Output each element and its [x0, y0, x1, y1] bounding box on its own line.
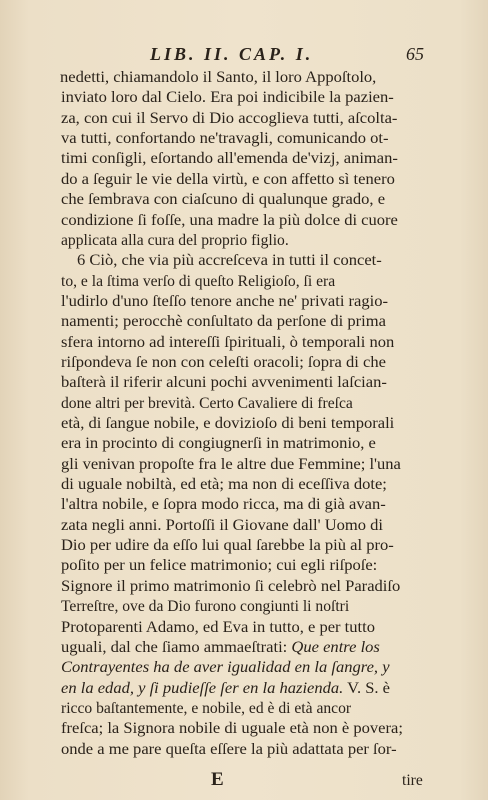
- italic-text: Que entre los: [291, 638, 380, 656]
- line-text: freſca; la Signora nobile di uguale età non è povera;: [61, 720, 403, 738]
- line-text: va tutti, confortando ne'travagli, comunicando ot-: [61, 130, 389, 148]
- running-title: LIB. II. CAP. I.: [150, 44, 314, 64]
- line-text: to, e la ſtima verſo di queſto Religioſo, ſi era: [61, 272, 336, 290]
- line-text: done altri per brevità. Certo Cavaliere di freſca: [61, 394, 353, 412]
- line-text: zata negli anni. Portoſſi il Giovane dall' Uomo di: [61, 516, 384, 534]
- text-line: [61, 190, 385, 210]
- text-line: [61, 434, 376, 454]
- text-line: [61, 618, 375, 638]
- text-line: [61, 211, 398, 231]
- line-text: applicata alla cura del proprio figlio.: [61, 231, 289, 249]
- text-line: [61, 455, 401, 475]
- line-text: Signore il primo matrimonio ſi celebrò nel Paradiſo: [61, 577, 401, 595]
- line-text: sfera intorno ad intereſſi ſpirituali, ò temporali non: [61, 333, 395, 351]
- text-line: [61, 373, 387, 393]
- text-line: [61, 88, 394, 108]
- line-text: condizione ſi foſſe, una madre la più dolce di cuore: [61, 211, 398, 229]
- line-text: nedetti, chiamandolo il Santo, il loro Appoſtolo,: [60, 69, 377, 86]
- text-line: [61, 516, 383, 536]
- text-line: [61, 353, 386, 373]
- line-text: timi conſigli, eſortando all'emenda de'vizj, animan-: [61, 150, 398, 168]
- catchword: tire: [402, 772, 423, 789]
- text-line: [61, 556, 377, 576]
- text-line: [61, 658, 390, 678]
- text-line: [61, 597, 349, 617]
- text-line: [61, 536, 394, 556]
- text-line: [61, 109, 397, 129]
- text-line: [60, 68, 376, 88]
- line-text: gli venivan propoſte fra le altre due Femmine; l'una: [61, 455, 401, 473]
- text-line: [61, 740, 397, 760]
- line-text: Dio per udire da eſſo lui qual ſarebbe la più al pro-: [61, 537, 394, 555]
- line-text: do a ſeguir le vie della virtù, e con affetto sì tenero: [61, 170, 395, 188]
- text-line: [61, 699, 351, 719]
- text-line: [61, 231, 289, 251]
- line-text: V. S. è: [343, 679, 391, 697]
- text-line: [61, 638, 380, 658]
- line-text: età, di ſangue nobile, e dovizioſo di beni temporali: [61, 415, 395, 432]
- running-head: [0, 44, 488, 68]
- italic-text: Contrayentes ha de aver igualidad en la ſangre, y: [61, 659, 390, 677]
- line-text: poſito per un felice matrimonio; cui egli riſpoſe:: [61, 557, 378, 575]
- page-footer: [0, 769, 488, 794]
- text-line: [61, 272, 335, 292]
- line-text: baſterà il riferir alcuni pochi avvenimenti laſcian-: [61, 374, 387, 392]
- signature-mark: E: [211, 769, 224, 790]
- line-text: namenti; perocchè conſultato da perſone di prima: [61, 313, 386, 331]
- line-text: Protoparenti Adamo, ed Eva in tutto, e per tutto: [61, 618, 376, 636]
- line-text: onde a me pare queſta eſſere la più adattata per ſor-: [61, 740, 397, 758]
- text-line: [61, 679, 390, 699]
- line-text: 6 Ciò, che via più accreſceva in tutti il concet-: [77, 252, 382, 270]
- text-line: [61, 495, 386, 515]
- text-line: [61, 129, 389, 149]
- page-number: 65: [406, 44, 424, 64]
- text-line: [61, 475, 387, 495]
- text-line: [61, 170, 395, 190]
- text-line: [61, 577, 400, 597]
- line-text: che ſembrava con ciaſcuno di qualunque grado, e: [61, 191, 386, 209]
- text-line: [61, 333, 394, 353]
- text-line: [61, 414, 394, 434]
- line-text: era in procinto di congiugnerſi in matrimonio, e: [61, 435, 376, 453]
- line-text: riſpondeva ſe non con celeſti oracoli; ſopra di che: [61, 353, 386, 371]
- text-line: [61, 149, 398, 169]
- text-line: [61, 292, 388, 312]
- line-text: l'altra nobile, e ſopra modo ricca, ma di già avan-: [61, 496, 386, 514]
- line-text: za, con cui il Servo di Dio accoglieva tutti, aſcolta-: [61, 109, 398, 127]
- line-text: l'udirlo d'uno ſteſſo tenore anche ne' privati ragio-: [61, 292, 389, 310]
- text-line: [61, 312, 386, 332]
- text-line: [77, 251, 382, 271]
- line-text: inviato loro dal Cielo. Era poi indicibile la pazien-: [61, 89, 394, 107]
- italic-text: en la edad, y ſi pudieſſe ſer en la hazienda.: [61, 679, 344, 697]
- text-line: [61, 394, 353, 414]
- line-text: uguali, dal che ſiamo ammaeſtrati:: [61, 638, 292, 656]
- line-text: ricco baſtantemente, e nobile, ed è di età ancor: [61, 699, 352, 717]
- line-text: di uguale nobiltà, ed età; ma non di eceſſiva dote;: [61, 476, 387, 493]
- text-line: [61, 719, 403, 739]
- line-text: Terreſtre, ove da Dio furono congiunti li noſtri: [61, 598, 350, 616]
